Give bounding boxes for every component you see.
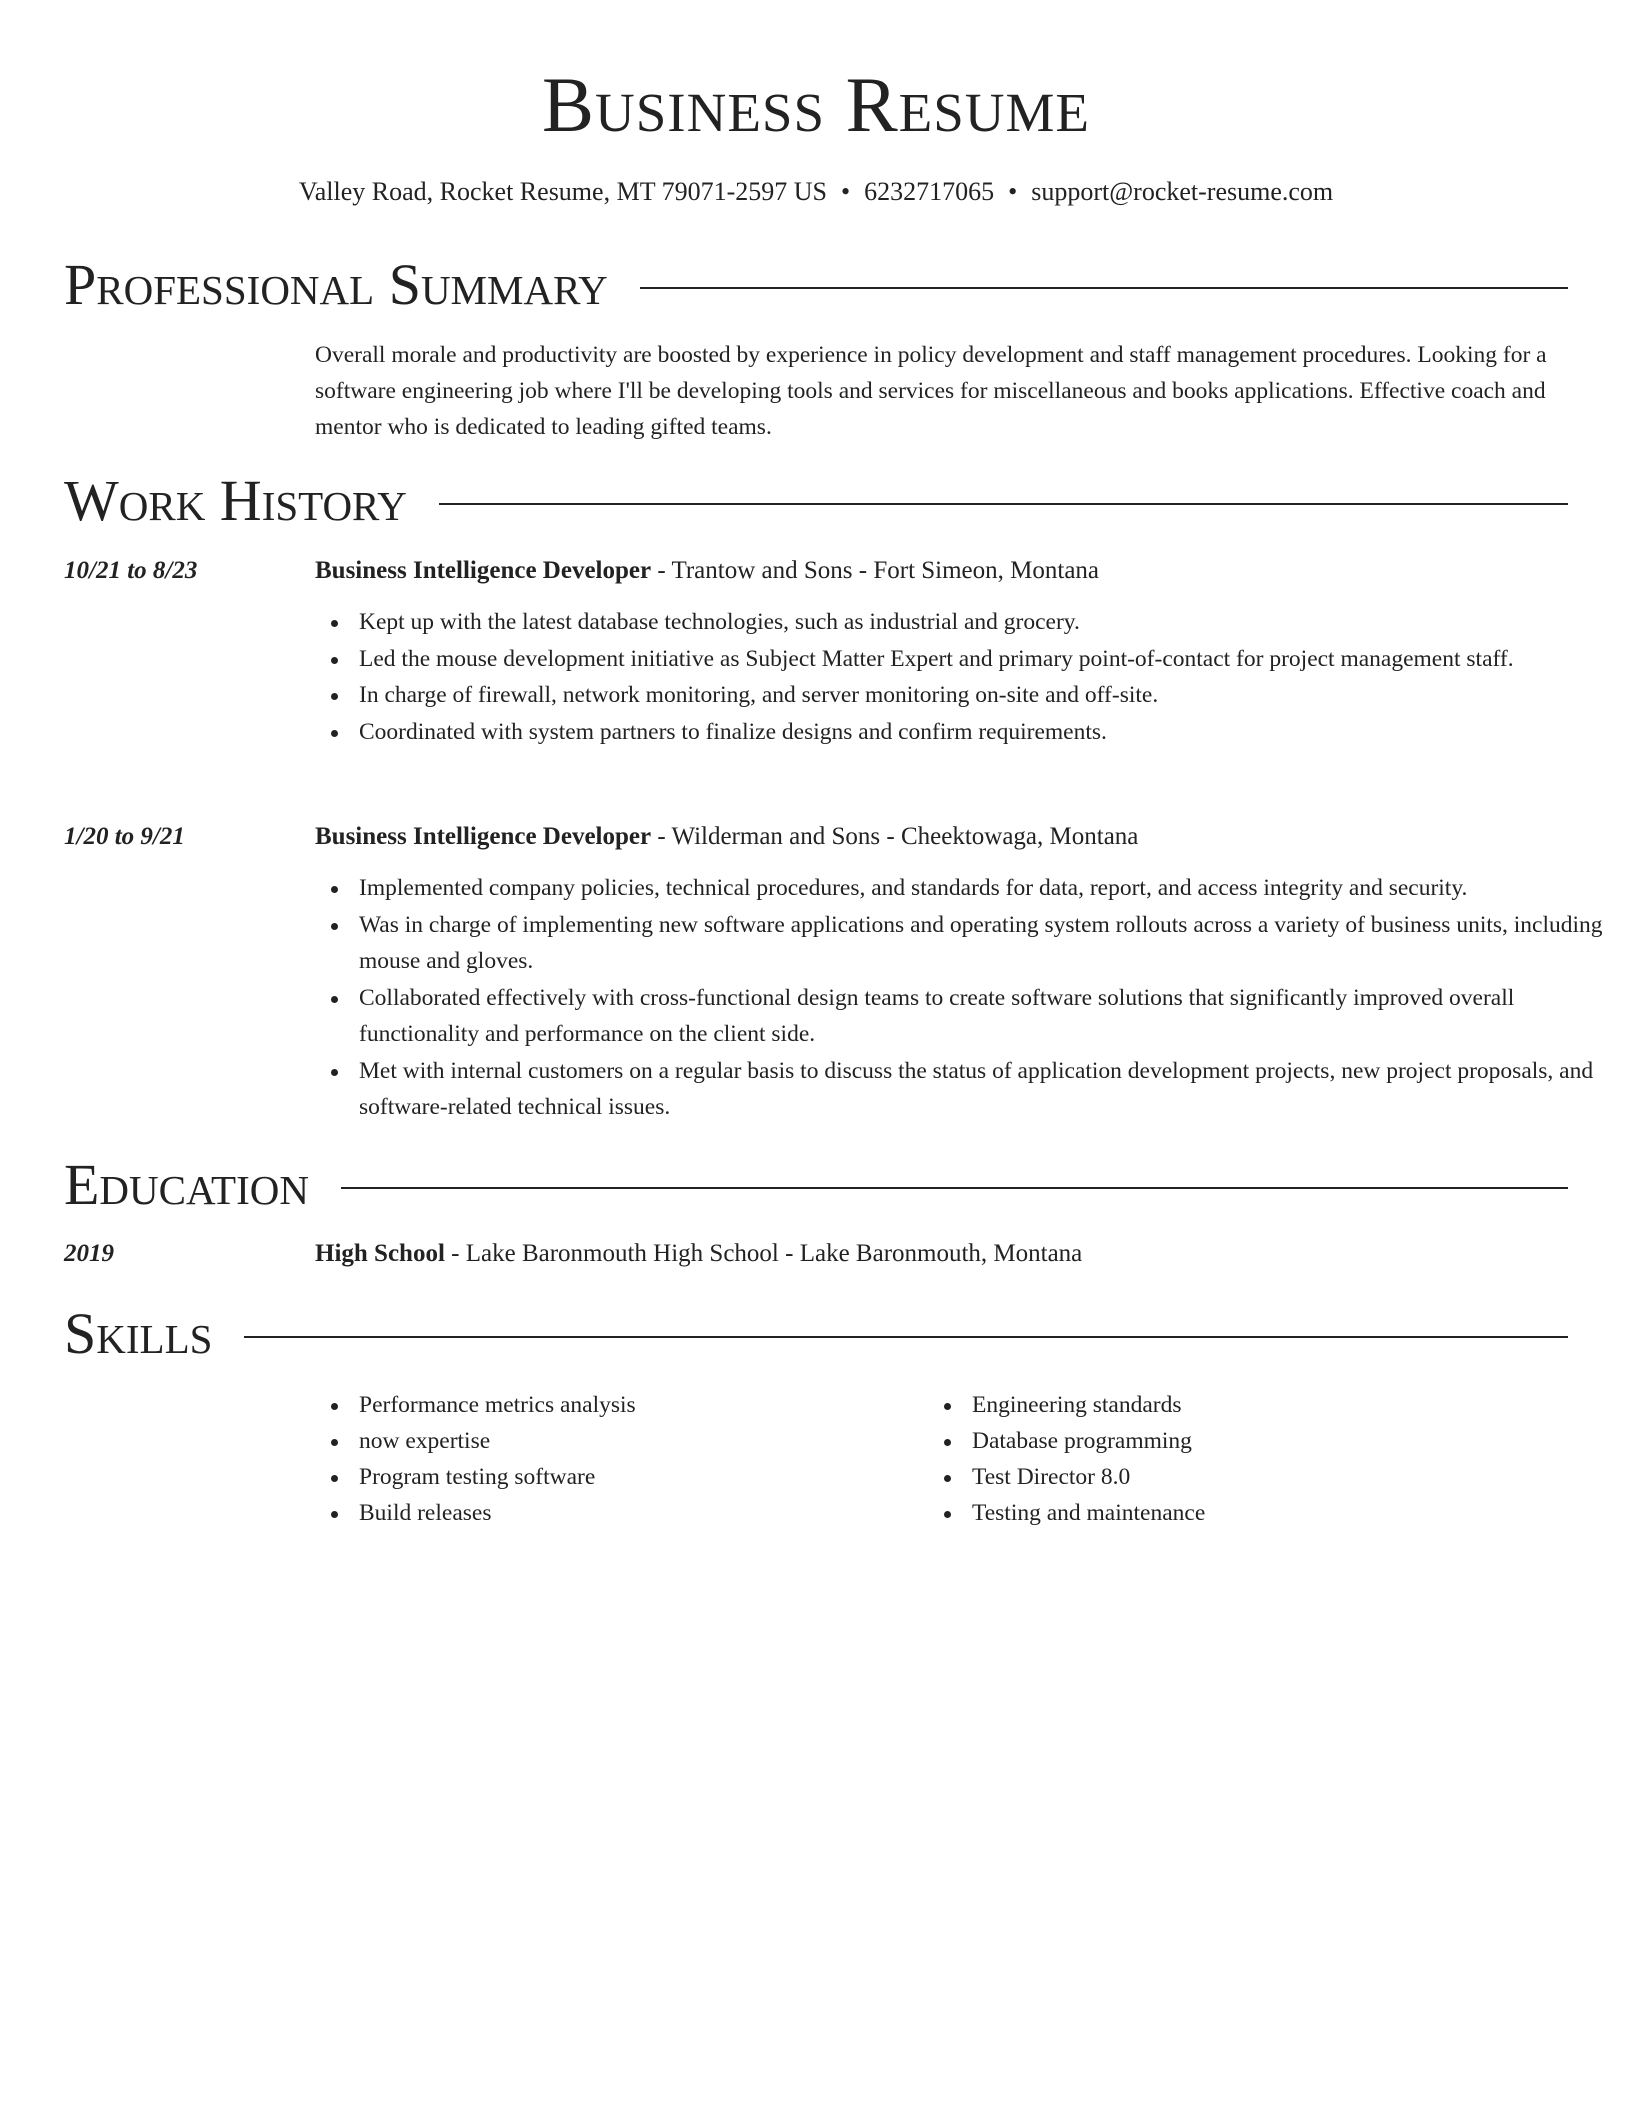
education-entry-header <box>315 1234 1082 1274</box>
summary-text: Overall morale and productivity are boosted by experience in policy development and staff management procedures. Looking for a software engineering job where I'll be developing tools and services for miscellaneous and books applications. Effective coach and mentor who is dedicated to leading gifted teams. <box>315 342 1547 440</box>
skills-section-title: Skills <box>64 1301 213 1366</box>
list-item: Led the mouse development initiative as Subject Matter Expert and primary point-of-contact for project management staff. <box>315 641 1605 678</box>
skill-item: Engineering standards <box>928 1387 1528 1423</box>
education-entry-details: - Lake Baronmouth High School - Lake Baronmouth, Montana <box>444 1240 1083 1267</box>
list-item: In charge of firewall, network monitoring, and server monitoring on-site and off-site. <box>315 677 1605 714</box>
work-entry-bullets <box>315 870 1605 1126</box>
work-entry-details: - Wilderman and Sons - Cheektowaga, Montana <box>651 823 1139 850</box>
work-entry-dates: 10/21 to 8/23 <box>64 557 198 584</box>
skill-item: Database programming <box>928 1423 1528 1459</box>
section-divider <box>439 503 1568 505</box>
work-entry-header <box>315 551 1099 591</box>
work-entry-dates: 1/20 to 9/21 <box>64 823 185 850</box>
skill-item: Performance metrics analysis <box>315 1387 915 1423</box>
contact-separator: • <box>1008 177 1018 206</box>
skills-list-left <box>315 1387 915 1531</box>
work-entry-header <box>315 817 1138 857</box>
education-section-title: Education <box>64 1152 309 1217</box>
work-history-section-title: Work History <box>64 468 407 533</box>
contact-phone[interactable]: 6232717065 <box>864 177 995 206</box>
work-entry-details: - Trantow and Sons - Fort Simeon, Montana <box>651 557 1100 584</box>
summary-section-title: Professional Summary <box>64 252 608 317</box>
education-section-header <box>64 1150 1568 1220</box>
summary-section-header <box>64 250 1568 320</box>
list-item: Coordinated with system partners to finalize designs and confirm requirements. <box>315 714 1605 751</box>
list-item: Met with internal customers on a regular basis to discuss the status of application development projects, new project proposals, and software-related technical issues. <box>315 1053 1605 1126</box>
contact-separator: • <box>841 177 851 206</box>
list-item: Kept up with the latest database technologies, such as industrial and grocery. <box>315 604 1605 641</box>
skills-list-right <box>928 1387 1528 1531</box>
skills-section-header <box>64 1299 1568 1369</box>
work-history-section-header <box>64 466 1568 536</box>
skill-item: Test Director 8.0 <box>928 1459 1528 1495</box>
list-item: Was in charge of implementing new software applications and operating system rollouts across a variety of business units, including mouse and gloves. <box>315 907 1605 980</box>
education-entry-year: 2019 <box>64 1240 114 1267</box>
list-item: Collaborated effectively with cross-functional design teams to create software solutions that significantly improved overall functionality and performance on the client side. <box>315 980 1605 1053</box>
work-entry-bullets <box>315 604 1605 750</box>
section-divider <box>640 287 1568 289</box>
resume-name: Business Resume <box>541 61 1091 148</box>
section-divider <box>244 1336 1568 1338</box>
skill-item: now expertise <box>315 1423 915 1459</box>
work-entry-role: Business Intelligence Developer <box>315 823 652 850</box>
section-divider <box>341 1187 1568 1189</box>
education-entry-degree: High School <box>315 1240 445 1267</box>
contact-line <box>0 172 1632 212</box>
contact-address: Valley Road, Rocket Resume, MT 79071-2597 US <box>298 177 827 206</box>
skill-item: Build releases <box>315 1495 915 1531</box>
list-item: Implemented company policies, technical procedures, and standards for data, report, and access integrity and security. <box>315 870 1605 907</box>
skill-item: Testing and maintenance <box>928 1495 1528 1531</box>
work-entry-role: Business Intelligence Developer <box>315 557 652 584</box>
contact-email[interactable]: support@rocket-resume.com <box>1031 177 1334 206</box>
skill-item: Program testing software <box>315 1459 915 1495</box>
